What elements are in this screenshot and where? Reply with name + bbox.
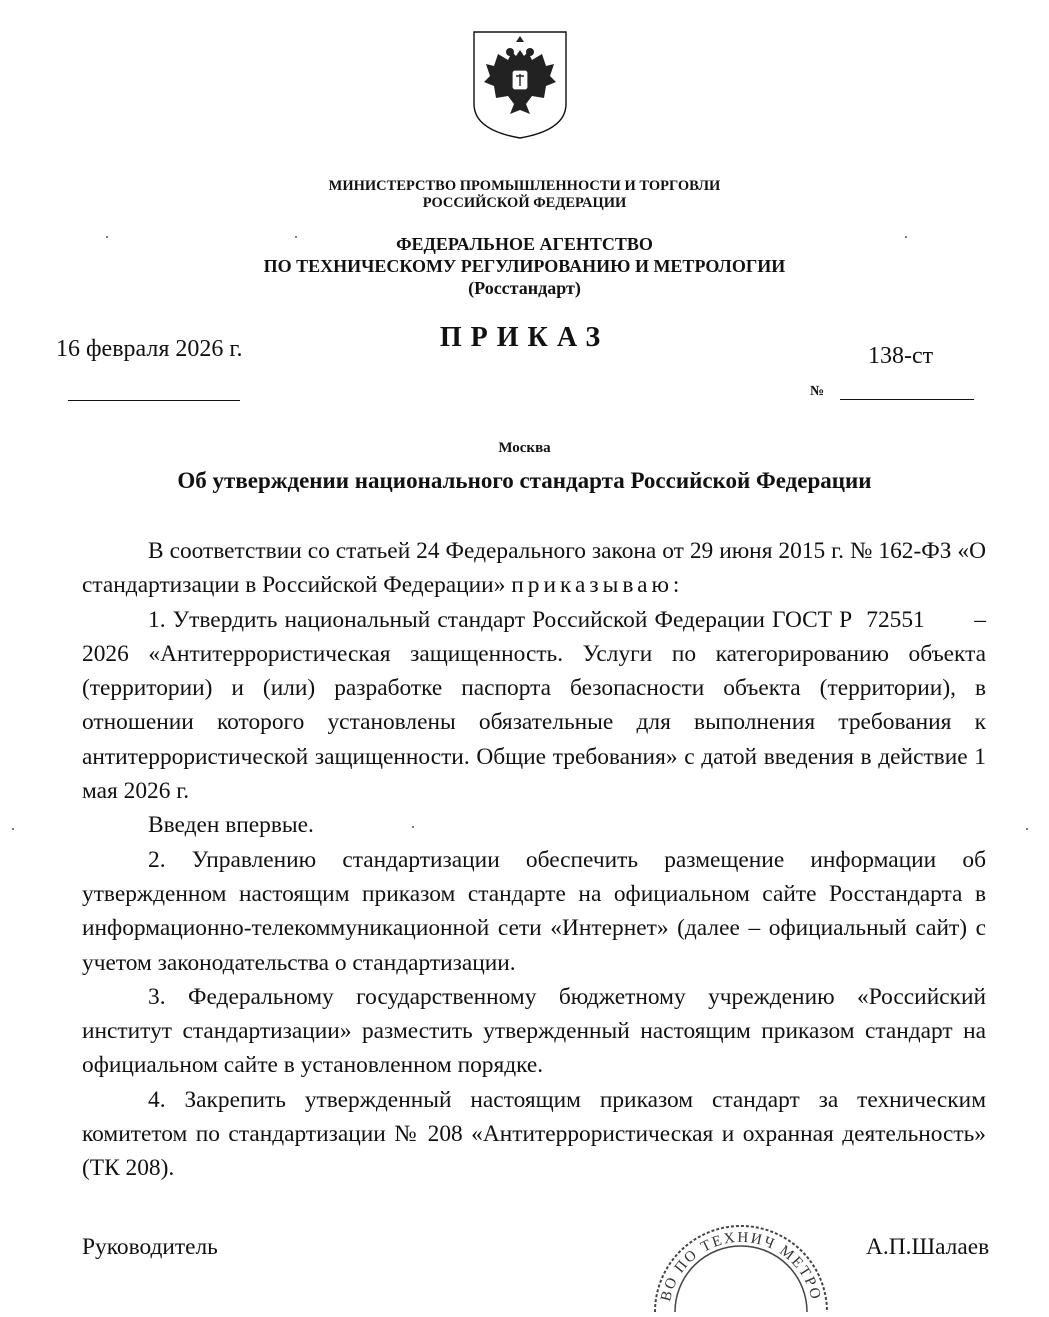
- scan-speck: [412, 826, 414, 828]
- gost-number: 72551: [866, 606, 925, 633]
- intro-text: В соответствии со статьей 24 Федерального закона от 29 июня 2015 г. № 162-ФЗ «О стандартизации в Российской Федерации»: [82, 538, 986, 599]
- scan-speck: [905, 236, 907, 238]
- paragraph-4: 4. Закрепить утвержденный настоящим приказом стандарт за техническим комитетом по стандартизации № 208 «Антитеррористическая и охранная деятельность» (ТК 208).: [82, 1086, 986, 1182]
- scan-speck: [12, 828, 14, 830]
- seal-stamp: [640, 1212, 840, 1312]
- scan-speck: [1026, 828, 1028, 830]
- agency-line-1: ФЕДЕРАЛЬНОЕ АГЕНТСТВО: [396, 234, 653, 254]
- agency-line-3: (Росстандарт): [468, 278, 581, 298]
- signatory-role: Руководитель: [82, 1234, 218, 1260]
- number-underline: [840, 399, 974, 400]
- agency-line-2: ПО ТЕХНИЧЕСКОМУ РЕГУЛИРОВАНИЮ И МЕТРОЛОГИИ: [263, 256, 786, 276]
- order-number: 138-ст: [868, 343, 934, 369]
- seal-text: ВО ПО ТЕХНИЧ МЕТРО: [658, 1229, 824, 1304]
- paragraph-1-start: 1. Утвердить национальный стандарт Российской Федерации ГОСТ Р: [148, 606, 853, 633]
- number-sign: №: [810, 384, 825, 399]
- scan-speck: [295, 236, 297, 238]
- order-date: 16 февраля 2026 г.: [56, 336, 243, 362]
- order-body: [82, 534, 986, 1186]
- coat-of-arms-icon: [472, 30, 568, 140]
- city: Москва: [498, 440, 551, 456]
- scan-speck: [106, 236, 108, 238]
- signatory-name: А.П.Шалаев: [866, 1234, 990, 1260]
- paragraph-1-end: –2026 «Антитеррористическая защищенность. Услуги по категорированию объекта (территории) и (или) разработке паспорта безопасности объекта (территории), в отношении которого установлены обязательные для выполнения требования к антитеррористической защищенности. Общие требования» с датой введения в действие 1 мая 2026 г.: [82, 606, 986, 805]
- order-subject: Об утверждении национального стандарта Российской Федерации: [177, 468, 872, 493]
- first-introduced-note: Введен впервые.: [148, 812, 314, 839]
- ministry-name: [0, 178, 1049, 212]
- paragraph-2: 2. Управлению стандартизации обеспечить размещение информации об утвержденном настоящим приказом стандарте на официальном сайте Росстандарта в информационно-телекоммуникационной сети «Интернет» (далее – официальный сайт) с учетом законодательства о стандартизации.: [82, 846, 986, 976]
- intro-spaced-word: приказываю:: [511, 572, 684, 599]
- paragraph-1: [82, 603, 986, 809]
- date-underline: [68, 400, 240, 401]
- paragraph-3: 3. Федеральному государственному бюджетному учреждению «Российский институт стандартизации» разместить утвержденный настоящим приказом стандарт на официальном сайте в установленном порядке.: [82, 983, 986, 1079]
- ministry-line-1: МИНИСТЕРСТВО ПРОМЫШЛЕННОСТИ И ТОРГОВЛИ: [328, 178, 721, 194]
- ministry-line-2: РОССИЙСКОЙ ФЕДЕРАЦИИ: [422, 195, 627, 211]
- agency-name: [0, 233, 1049, 299]
- order-title: ПРИКАЗ: [439, 322, 610, 353]
- intro-paragraph: [82, 534, 986, 603]
